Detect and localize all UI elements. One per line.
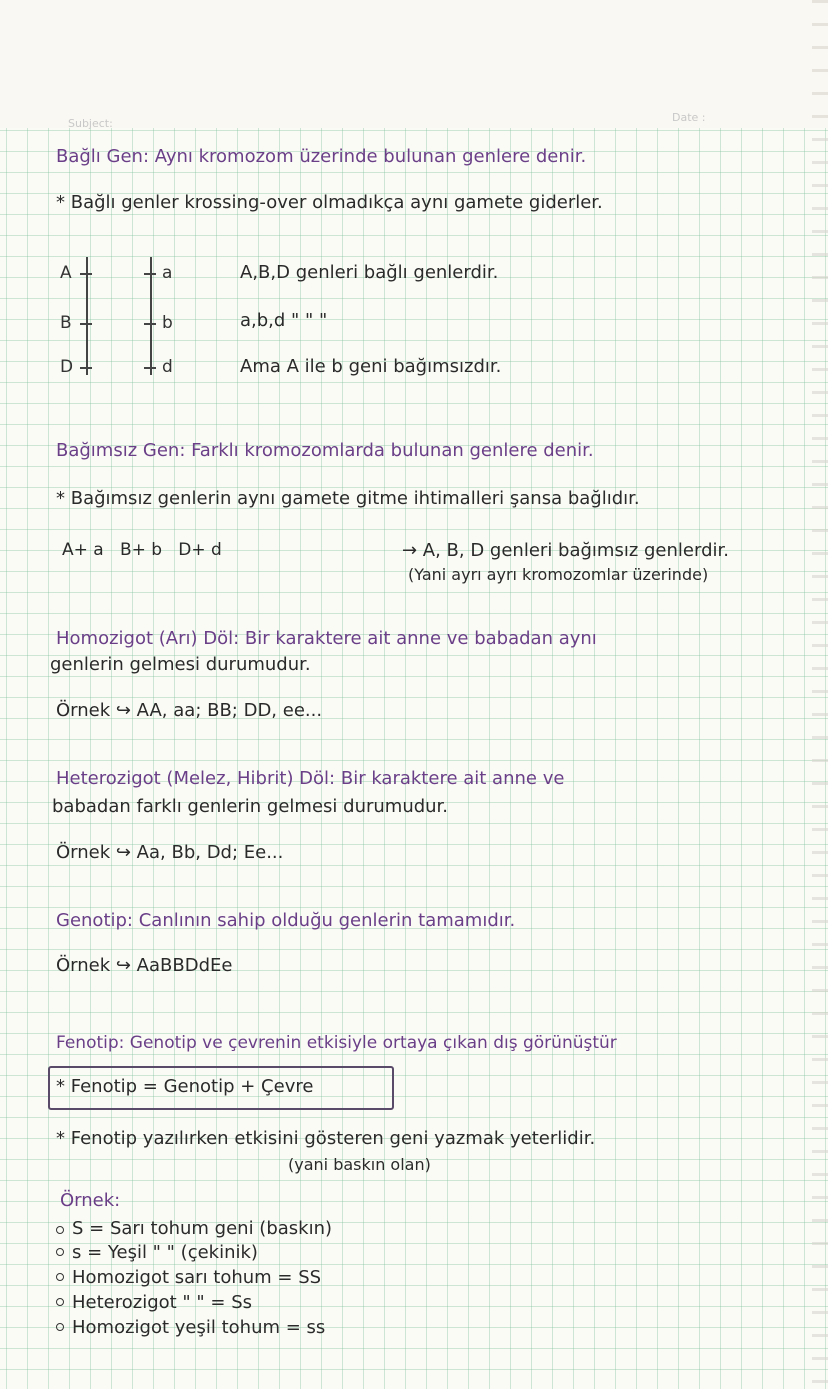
heterozygous-example: Örnek ↪ Aa, Bb, Dd; Ee...	[56, 842, 284, 863]
gene-tick-d	[144, 367, 156, 369]
gene-label-A: A	[60, 263, 72, 283]
gene-label-D: D	[60, 357, 74, 377]
linked-genes-diagram	[50, 255, 200, 385]
list-item-yellow-gene: S = Sarı tohum geni (baskın)	[72, 1218, 333, 1239]
independent-genes-explanation: (Yani ayrı ayrı kromozomlar üzerinde)	[408, 565, 709, 584]
heterozygous-definition-cont: babadan farklı genlerin gelmesi durumudur.	[52, 796, 449, 817]
independent-pair-note: Ama A ile b geni bağımsızdır.	[240, 356, 502, 377]
date-label: Date :	[672, 111, 706, 124]
list-item-homozygous-yellow: Homozigot sarı tohum = SS	[72, 1267, 322, 1288]
genotype-example: Örnek ↪ AaBBDdEe	[56, 955, 233, 976]
separate-chromosomes: A+ a B+ b D+ d	[62, 540, 222, 560]
chromosome-line-left	[86, 257, 88, 375]
chromosome-gene-B: B	[119, 540, 132, 560]
phenotype-formula: * Fenotip = Genotip + Çevre	[56, 1076, 314, 1097]
chromosome-gene-b: b	[151, 540, 163, 560]
linked-gene-definition: Bağlı Gen: Aynı kromozom üzerinde bulunan genlere denir.	[56, 146, 587, 167]
phenotype-definition: Fenotip: Genotip ve çevrenin etkisiyle ortaya çıkan dış görünüştür	[56, 1033, 617, 1053]
gene-tick-a	[144, 273, 156, 275]
spiral-binding	[812, 0, 828, 1389]
list-item-homozygous-green: Homozigot yeşil tohum = ss	[72, 1317, 326, 1338]
list-bullet	[56, 1298, 64, 1306]
gene-tick-A	[80, 273, 92, 275]
example-heading: Örnek:	[60, 1190, 121, 1211]
list-bullet	[56, 1273, 64, 1281]
independent-gene-definition: Bağımsız Gen: Farklı kromozomlarda bulunan genlere denir.	[56, 440, 594, 461]
chromosome-gene-D: D	[178, 540, 192, 560]
chromosome-gene-d: d	[211, 540, 222, 560]
linked-genes-lowercase: a,b,d " " "	[240, 310, 328, 331]
list-bullet	[56, 1323, 64, 1331]
gene-label-B: B	[60, 313, 72, 333]
chromosome-gene-a: a	[93, 540, 104, 560]
linked-genes-statement: A,B,D genleri bağlı genlerdir.	[240, 262, 499, 283]
gene-label-b: b	[162, 313, 173, 333]
independent-gene-note: * Bağımsız genlerin aynı gamete gitme ihtimalleri şansa bağlıdır.	[56, 488, 640, 509]
list-bullet	[56, 1226, 64, 1234]
list-bullet	[56, 1248, 64, 1256]
phenotype-writing-note-cont: (yani baskın olan)	[288, 1155, 431, 1174]
homozygous-definition: Homozigot (Arı) Döl: Bir karaktere ait anne ve babadan aynı	[56, 628, 597, 649]
genotype-definition: Genotip: Canlının sahip olduğu genlerin tamamıdır.	[56, 910, 516, 931]
gene-label-a: a	[162, 263, 173, 283]
homozygous-definition-cont: genlerin gelmesi durumudur.	[50, 654, 311, 675]
list-item-heterozygous: Heterozigot " " = Ss	[72, 1292, 253, 1313]
chromosome-line-right	[150, 257, 152, 375]
heterozygous-definition: Heterozigot (Melez, Hibrit) Döl: Bir karaktere ait anne ve	[56, 768, 565, 789]
chromosome-gene-A: A	[62, 540, 74, 560]
gene-tick-D	[80, 367, 92, 369]
linked-gene-note: * Bağlı genler krossing-over olmadıkça aynı gamete giderler.	[56, 192, 603, 213]
gene-label-d: d	[162, 357, 173, 377]
gene-tick-B	[80, 323, 92, 325]
independent-genes-statement: → A, B, D genleri bağımsız genlerdir.	[402, 540, 729, 561]
gene-tick-b	[144, 323, 156, 325]
page-top-margin	[0, 0, 828, 128]
homozygous-example: Örnek ↪ AA, aa; BB; DD, ee...	[56, 700, 323, 721]
list-item-green-gene: s = Yeşil " " (çekinik)	[72, 1242, 258, 1263]
phenotype-writing-note: * Fenotip yazılırken etkisini gösteren geni yazmak yeterlidir.	[56, 1128, 596, 1149]
subject-label: Subject:	[68, 117, 113, 130]
